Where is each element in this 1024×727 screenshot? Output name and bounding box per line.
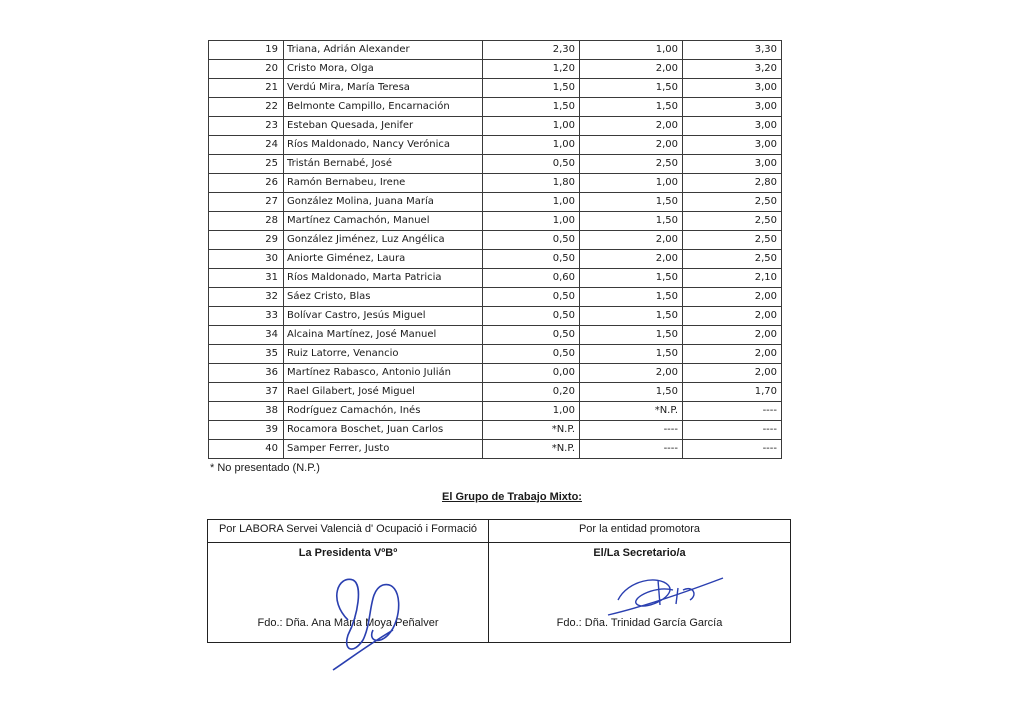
candidate-name: Verdú Mira, María Teresa — [284, 79, 483, 98]
table-row — [209, 212, 782, 231]
score-2: 2,00 — [580, 231, 683, 250]
score-1: 0,50 — [483, 307, 580, 326]
score-2: 1,00 — [580, 41, 683, 60]
score-2: 1,50 — [580, 79, 683, 98]
table-row — [209, 41, 782, 60]
right-signed-by: Fdo.: Dña. Trinidad García García — [556, 617, 723, 629]
row-number: 31 — [209, 269, 284, 288]
score-1: 1,00 — [483, 193, 580, 212]
table-row — [209, 231, 782, 250]
row-number: 39 — [209, 421, 284, 440]
score-1: 1,50 — [483, 98, 580, 117]
candidate-name: Aniorte Giménez, Laura — [284, 250, 483, 269]
score-2: 1,50 — [580, 193, 683, 212]
candidate-name: Martínez Camachón, Manuel — [284, 212, 483, 231]
score-2: 2,00 — [580, 364, 683, 383]
left-signed-by: Fdo.: Dña. Ana María Moya Peñalver — [257, 617, 439, 629]
row-number: 38 — [209, 402, 284, 421]
table-row — [209, 402, 782, 421]
total-score: 2,10 — [683, 269, 782, 288]
table-row — [209, 269, 782, 288]
total-score: 2,50 — [683, 193, 782, 212]
score-2: 1,00 — [580, 174, 683, 193]
group-title: El Grupo de Trabajo Mixto: — [442, 491, 582, 503]
table-row — [209, 250, 782, 269]
total-score: 3,00 — [683, 98, 782, 117]
row-number: 35 — [209, 345, 284, 364]
score-2: 1,50 — [580, 269, 683, 288]
score-1: *N.P. — [483, 440, 580, 459]
score-2: 1,50 — [580, 212, 683, 231]
table-row — [209, 307, 782, 326]
row-number: 28 — [209, 212, 284, 231]
header-divider — [208, 542, 790, 543]
row-number: 37 — [209, 383, 284, 402]
candidate-name: Cristo Mora, Olga — [284, 60, 483, 79]
score-2: 2,00 — [580, 117, 683, 136]
table-row — [209, 174, 782, 193]
row-number: 20 — [209, 60, 284, 79]
score-1: 0,50 — [483, 326, 580, 345]
row-number: 32 — [209, 288, 284, 307]
score-1: 0,50 — [483, 155, 580, 174]
score-1: *N.P. — [483, 421, 580, 440]
candidate-name: González Jiménez, Luz Angélica — [284, 231, 483, 250]
total-score: 2,00 — [683, 307, 782, 326]
score-1: 0,50 — [483, 345, 580, 364]
table-row — [209, 383, 782, 402]
candidate-name: Samper Ferrer, Justo — [284, 440, 483, 459]
results-table-body — [209, 41, 782, 459]
score-1: 0,60 — [483, 269, 580, 288]
total-score: 3,00 — [683, 117, 782, 136]
candidate-name: Ríos Maldonado, Marta Patricia — [284, 269, 483, 288]
signature-box — [207, 519, 791, 643]
candidate-name: Rael Gilabert, José Miguel — [284, 383, 483, 402]
table-row — [209, 193, 782, 212]
table-row — [209, 345, 782, 364]
right-header: Por la entidad promotora — [578, 523, 701, 535]
candidate-name: Bolívar Castro, Jesús Miguel — [284, 307, 483, 326]
total-score: ---- — [683, 402, 782, 421]
row-number: 29 — [209, 231, 284, 250]
total-score: ---- — [683, 440, 782, 459]
candidate-name: Esteban Quesada, Jenifer — [284, 117, 483, 136]
candidate-name: Belmonte Campillo, Encarnación — [284, 98, 483, 117]
total-score: 2,00 — [683, 326, 782, 345]
total-score: 2,00 — [683, 288, 782, 307]
total-score: 3,30 — [683, 41, 782, 60]
candidate-name: Sáez Cristo, Blas — [284, 288, 483, 307]
table-row — [209, 326, 782, 345]
row-number: 26 — [209, 174, 284, 193]
total-score: 2,00 — [683, 345, 782, 364]
score-2: 2,00 — [580, 60, 683, 79]
total-score: ---- — [683, 421, 782, 440]
right-role: El/La Secretario/a — [593, 547, 686, 559]
row-number: 21 — [209, 79, 284, 98]
table-row — [209, 421, 782, 440]
results-table — [208, 40, 782, 459]
total-score: 3,00 — [683, 136, 782, 155]
table-row — [209, 288, 782, 307]
score-1: 1,50 — [483, 79, 580, 98]
candidate-name: Alcaina Martínez, José Manuel — [284, 326, 483, 345]
score-2: 2,00 — [580, 136, 683, 155]
table-row — [209, 440, 782, 459]
score-1: 1,00 — [483, 136, 580, 155]
score-2: *N.P. — [580, 402, 683, 421]
total-score: 1,70 — [683, 383, 782, 402]
score-1: 1,80 — [483, 174, 580, 193]
footnote: * No presentado (N.P.) — [210, 462, 320, 474]
total-score: 2,50 — [683, 212, 782, 231]
total-score: 2,50 — [683, 231, 782, 250]
score-2: 1,50 — [580, 307, 683, 326]
row-number: 36 — [209, 364, 284, 383]
table-row — [209, 155, 782, 174]
row-number: 24 — [209, 136, 284, 155]
score-2: ---- — [580, 421, 683, 440]
table-row — [209, 79, 782, 98]
left-role: La Presidenta VºBº — [298, 547, 398, 559]
score-1: 1,20 — [483, 60, 580, 79]
score-2: 1,50 — [580, 326, 683, 345]
score-1: 0,20 — [483, 383, 580, 402]
left-header: Por LABORA Servei Valencià d' Ocupació i Formació — [218, 523, 478, 535]
candidate-name: Triana, Adrián Alexander — [284, 41, 483, 60]
total-score: 3,00 — [683, 79, 782, 98]
candidate-name: Rodríguez Camachón, Inés — [284, 402, 483, 421]
row-number: 22 — [209, 98, 284, 117]
total-score: 3,00 — [683, 155, 782, 174]
total-score: 3,20 — [683, 60, 782, 79]
score-1: 0,50 — [483, 231, 580, 250]
score-2: 1,50 — [580, 345, 683, 364]
score-1: 1,00 — [483, 402, 580, 421]
score-2: 1,50 — [580, 288, 683, 307]
candidate-name: Rocamora Boschet, Juan Carlos — [284, 421, 483, 440]
table-row — [209, 136, 782, 155]
row-number: 25 — [209, 155, 284, 174]
row-number: 30 — [209, 250, 284, 269]
total-score: 2,80 — [683, 174, 782, 193]
candidate-name: González Molina, Juana María — [284, 193, 483, 212]
table-row — [209, 117, 782, 136]
total-score: 2,50 — [683, 250, 782, 269]
candidate-name: Ríos Maldonado, Nancy Verónica — [284, 136, 483, 155]
row-number: 40 — [209, 440, 284, 459]
score-1: 2,30 — [483, 41, 580, 60]
score-2: ---- — [580, 440, 683, 459]
table-row — [209, 98, 782, 117]
score-1: 1,00 — [483, 117, 580, 136]
row-number: 19 — [209, 41, 284, 60]
row-number: 23 — [209, 117, 284, 136]
row-number: 27 — [209, 193, 284, 212]
score-2: 1,50 — [580, 98, 683, 117]
candidate-name: Tristán Bernabé, José — [284, 155, 483, 174]
score-2: 2,50 — [580, 155, 683, 174]
score-1: 0,50 — [483, 288, 580, 307]
candidate-name: Ramón Bernabeu, Irene — [284, 174, 483, 193]
score-1: 0,00 — [483, 364, 580, 383]
score-2: 1,50 — [580, 383, 683, 402]
table-row — [209, 60, 782, 79]
candidate-name: Ruiz Latorre, Venancio — [284, 345, 483, 364]
score-1: 1,00 — [483, 212, 580, 231]
row-number: 34 — [209, 326, 284, 345]
table-row — [209, 364, 782, 383]
row-number: 33 — [209, 307, 284, 326]
score-1: 0,50 — [483, 250, 580, 269]
total-score: 2,00 — [683, 364, 782, 383]
score-2: 2,00 — [580, 250, 683, 269]
candidate-name: Martínez Rabasco, Antonio Julián — [284, 364, 483, 383]
